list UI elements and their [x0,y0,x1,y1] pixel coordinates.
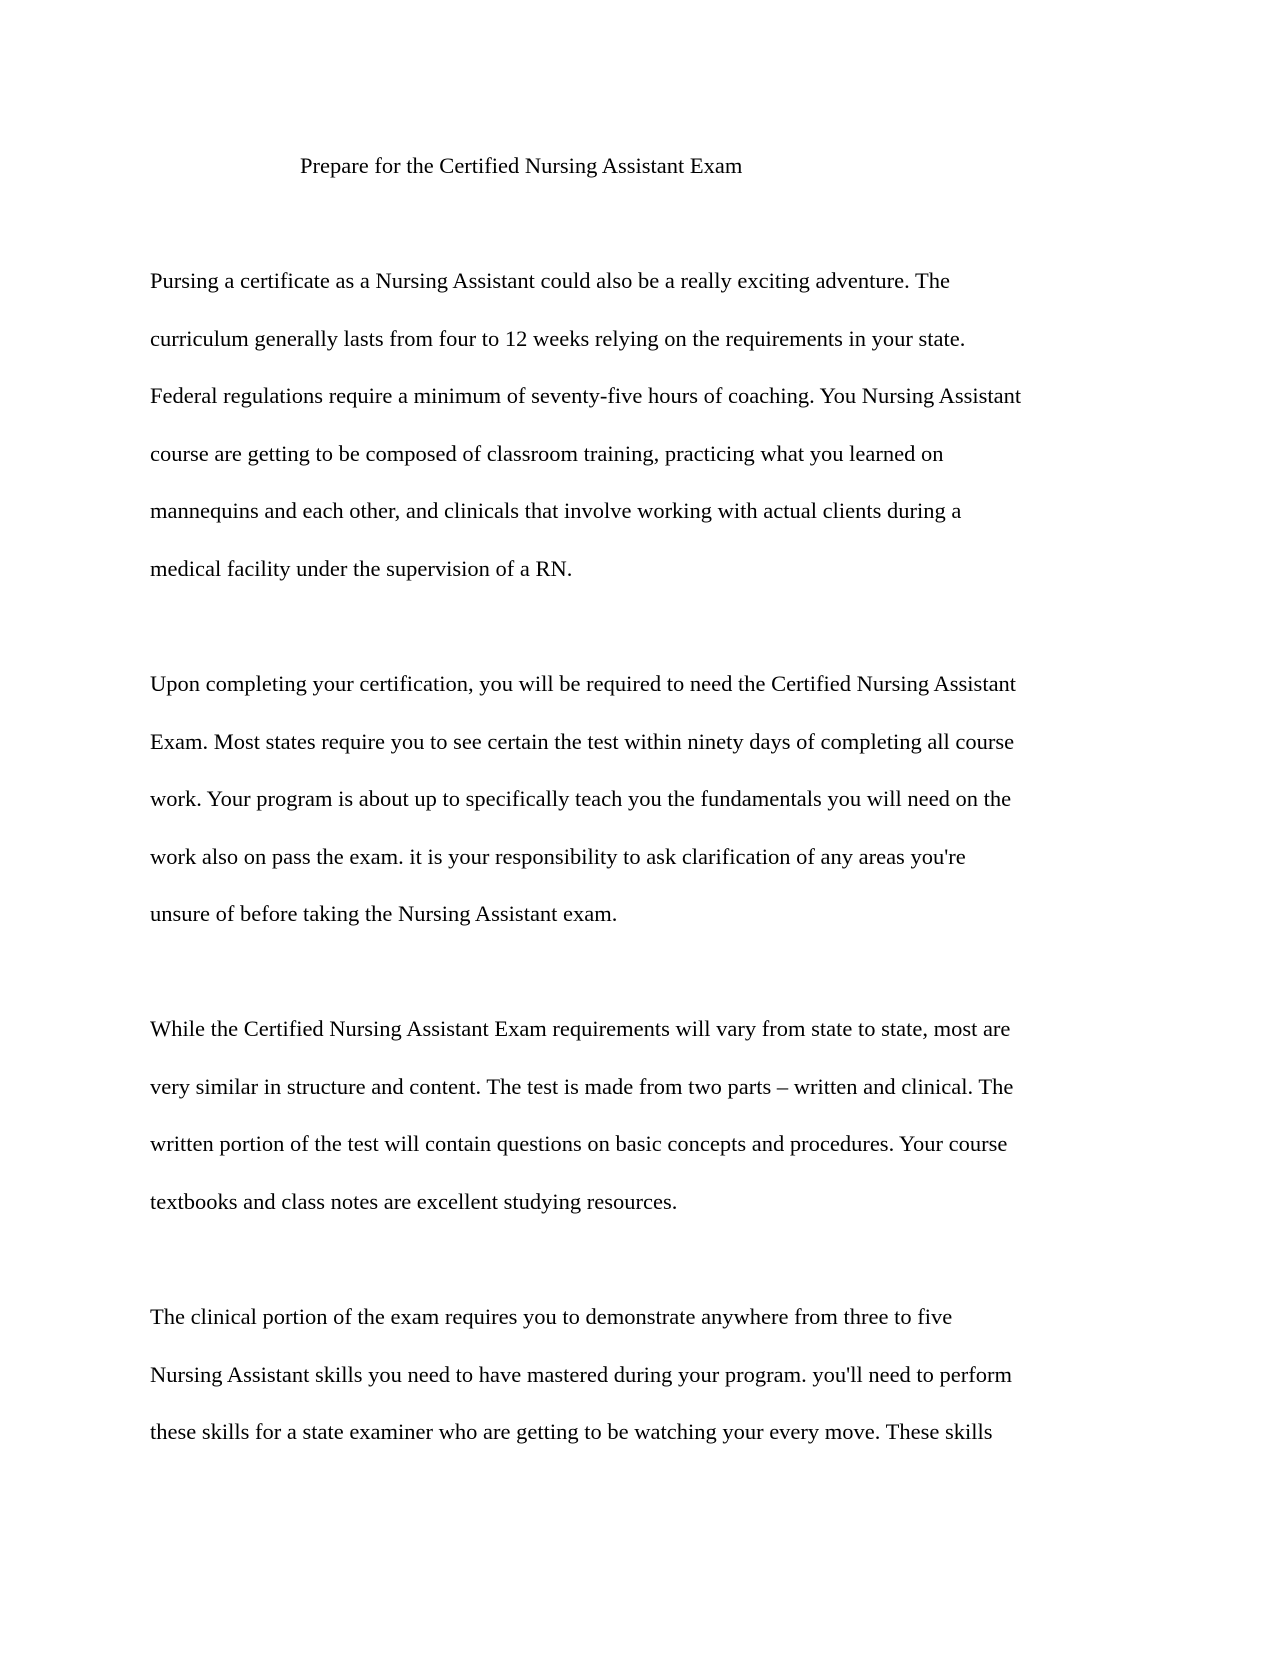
text-line: Nursing Assistant skills you need to have mastered during your program. you'll need to perform [150,1361,1013,1387]
paragraph-3 [150,1000,1013,1230]
text-line: Pursing a certificate as a Nursing Assistant could also be a really exciting adventure. The [150,268,950,293]
text-line: course are getting to be composed of classroom training, practicing what you learned on [150,440,944,466]
text-line: Federal regulations require a minimum of seventy-five hours of coaching. You Nursing Assistant [150,383,1022,408]
paragraph-1 [150,252,1021,597]
text-line: curriculum generally lasts from four to 12 weeks relying on the requirements in your state. [150,325,966,351]
text-line: written portion of the test will contain questions on basic concepts and procedures. Your course [150,1131,1008,1156]
paragraph-4 [150,1288,1012,1461]
text-line: mannequins and each other, and clinicals that involve working with actual clients during a [150,498,962,523]
text-line: Upon completing your certification, you will be required to need the Certified Nursing Assistant [150,671,1017,696]
text-line: While the Certified Nursing Assistant Exam requirements will vary from state to state, most are [150,1016,1011,1041]
text-line: The clinical portion of the exam requires you to demonstrate anywhere from three to five [150,1304,953,1329]
paragraph-2 [150,655,1016,943]
document-title: Prepare for the Certified Nursing Assistant Exam [300,153,743,178]
text-line: very similar in structure and content. The test is made from two parts – written and clinical. The [150,1073,1014,1099]
text-line: these skills for a state examiner who are getting to be watching your every move. These skills [150,1419,993,1444]
text-line: Exam. Most states require you to see certain the test within ninety days of completing all course [150,728,1015,754]
text-line: textbooks and class notes are excellent studying resources. [150,1188,678,1214]
text-line: medical facility under the supervision of a RN. [150,555,573,581]
text-line: work. Your program is about up to specifically teach you the fundamentals you will need on the [150,786,1012,811]
text-line: unsure of before taking the Nursing Assistant exam. [150,901,618,926]
text-line: work also on pass the exam. it is your responsibility to ask clarification of any areas you're [150,843,966,869]
